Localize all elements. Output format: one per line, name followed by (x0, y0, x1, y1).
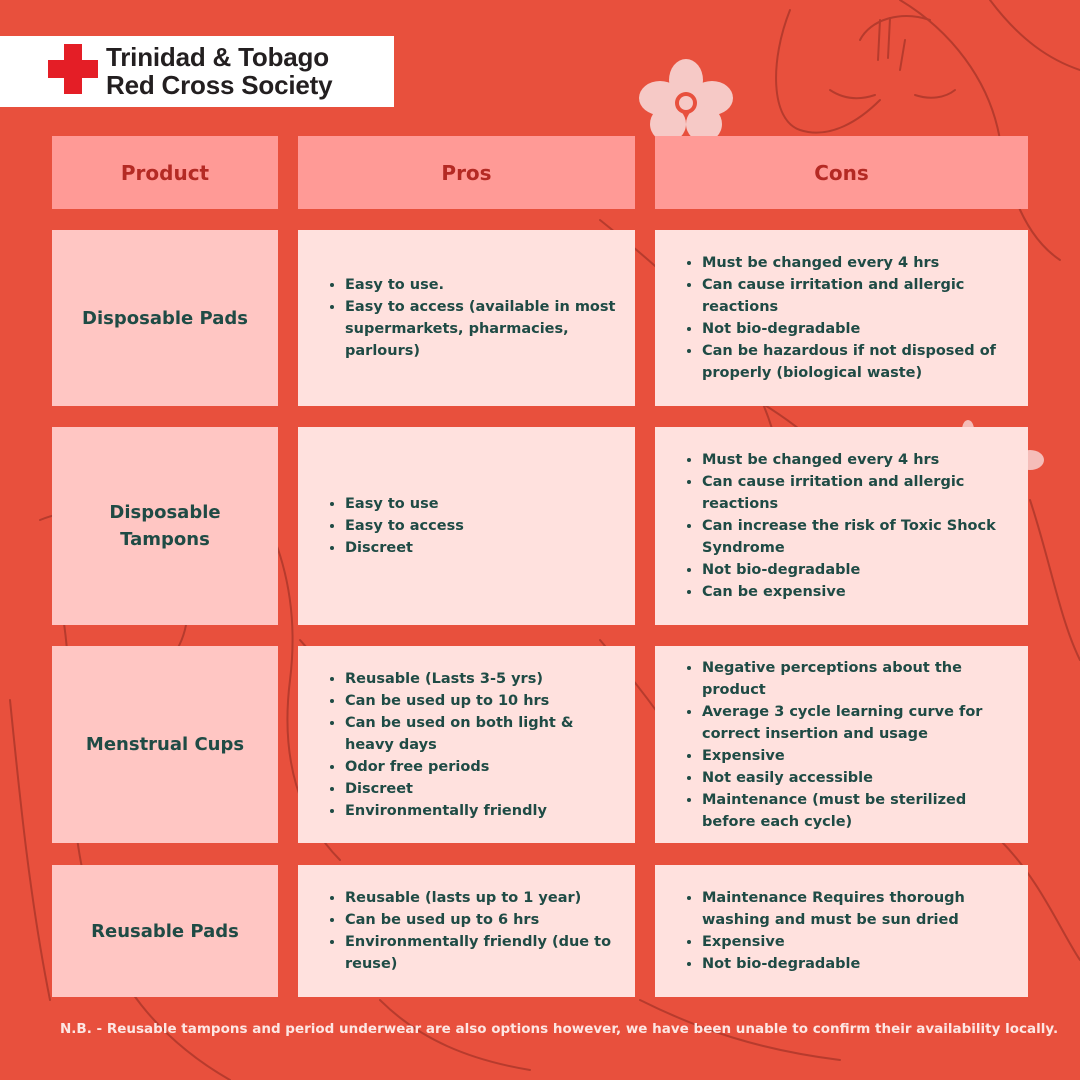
pros-item: • Discreet (345, 537, 464, 559)
pros-list (324, 668, 625, 822)
pros-item: • Easy to use. (345, 274, 625, 296)
product-disposable-tampons: Disposable Tampons (52, 427, 278, 625)
product-disposable-pads: Disposable Pads (52, 230, 278, 406)
pros-item: • Can be used on both light & heavy days (345, 712, 625, 756)
cons-item: • Can be expensive (702, 581, 1018, 603)
cons-item: • Negative perceptions about the product (702, 657, 1018, 701)
pros-cell (298, 230, 635, 406)
column-header-product: Product (52, 136, 278, 209)
pros-item: • Can be used up to 10 hrs (345, 690, 625, 712)
cons-item: • Maintenance Requires thorough washing and must be sun dried (702, 887, 1018, 931)
pros-item: • Discreet (345, 778, 625, 800)
pros-item: • Environmentally friendly (due to reuse) (345, 931, 625, 975)
pros-list (324, 274, 625, 362)
cons-item: • Maintenance (must be sterilized before each cycle) (702, 789, 1018, 833)
logo-banner (0, 36, 394, 107)
pros-item: • Environmentally friendly (345, 800, 625, 822)
cons-cell (655, 646, 1028, 843)
organization-name (106, 43, 332, 99)
pros-item: • Odor free periods (345, 756, 625, 778)
column-header-pros: Pros (298, 136, 635, 209)
pros-item: • Can be used up to 6 hrs (345, 909, 625, 931)
cons-item: • Can increase the risk of Toxic Shock Syndrome (702, 515, 1018, 559)
cons-cell (655, 865, 1028, 997)
cons-cell (655, 427, 1028, 625)
pros-list (324, 887, 625, 975)
cons-item: • Average 3 cycle learning curve for correct insertion and usage (702, 701, 1018, 745)
pros-list (324, 493, 464, 559)
cons-item: • Not bio-degradable (702, 559, 1018, 581)
pros-item: • Reusable (Lasts 3-5 yrs) (345, 668, 625, 690)
cons-item: • Must be changed every 4 hrs (702, 252, 1018, 274)
cons-list (681, 887, 1018, 975)
product-menstrual-cups: Menstrual Cups (52, 646, 278, 843)
cons-cell (655, 230, 1028, 406)
cons-list (681, 252, 1018, 384)
cons-item: • Not bio-degradable (702, 318, 1018, 340)
cons-item: • Not bio-degradable (702, 953, 1018, 975)
cons-item: • Can be hazardous if not disposed of properly (biological waste) (702, 340, 1018, 384)
cons-list (681, 449, 1018, 603)
pros-item: • Reusable (lasts up to 1 year) (345, 887, 625, 909)
pros-item: • Easy to access (available in most supermarkets, pharmacies, parlours) (345, 296, 625, 362)
cons-item: • Can cause irritation and allergic reactions (702, 274, 1018, 318)
cons-item: • Expensive (702, 745, 1018, 767)
org-name-line2: Red Cross Society (106, 70, 333, 100)
footnote: N.B. - Reusable tampons and period underwear are also options however, we have been unable to confirm their availability locally. (60, 1021, 1059, 1037)
cons-item: • Not easily accessible (702, 767, 1018, 789)
cons-item: • Can cause irritation and allergic reactions (702, 471, 1018, 515)
red-cross-icon (48, 44, 98, 94)
org-name-line1: Trinidad & Tobago (106, 42, 329, 72)
pros-item: • Easy to use (345, 493, 464, 515)
pros-cell (298, 865, 635, 997)
column-header-cons: Cons (655, 136, 1028, 209)
pros-cell (298, 646, 635, 843)
product-reusable-pads: Reusable Pads (52, 865, 278, 997)
pros-cell (298, 427, 635, 625)
cons-list (681, 657, 1018, 833)
pros-item: • Easy to access (345, 515, 464, 537)
cons-item: • Expensive (702, 931, 1018, 953)
cons-item: • Must be changed every 4 hrs (702, 449, 1018, 471)
